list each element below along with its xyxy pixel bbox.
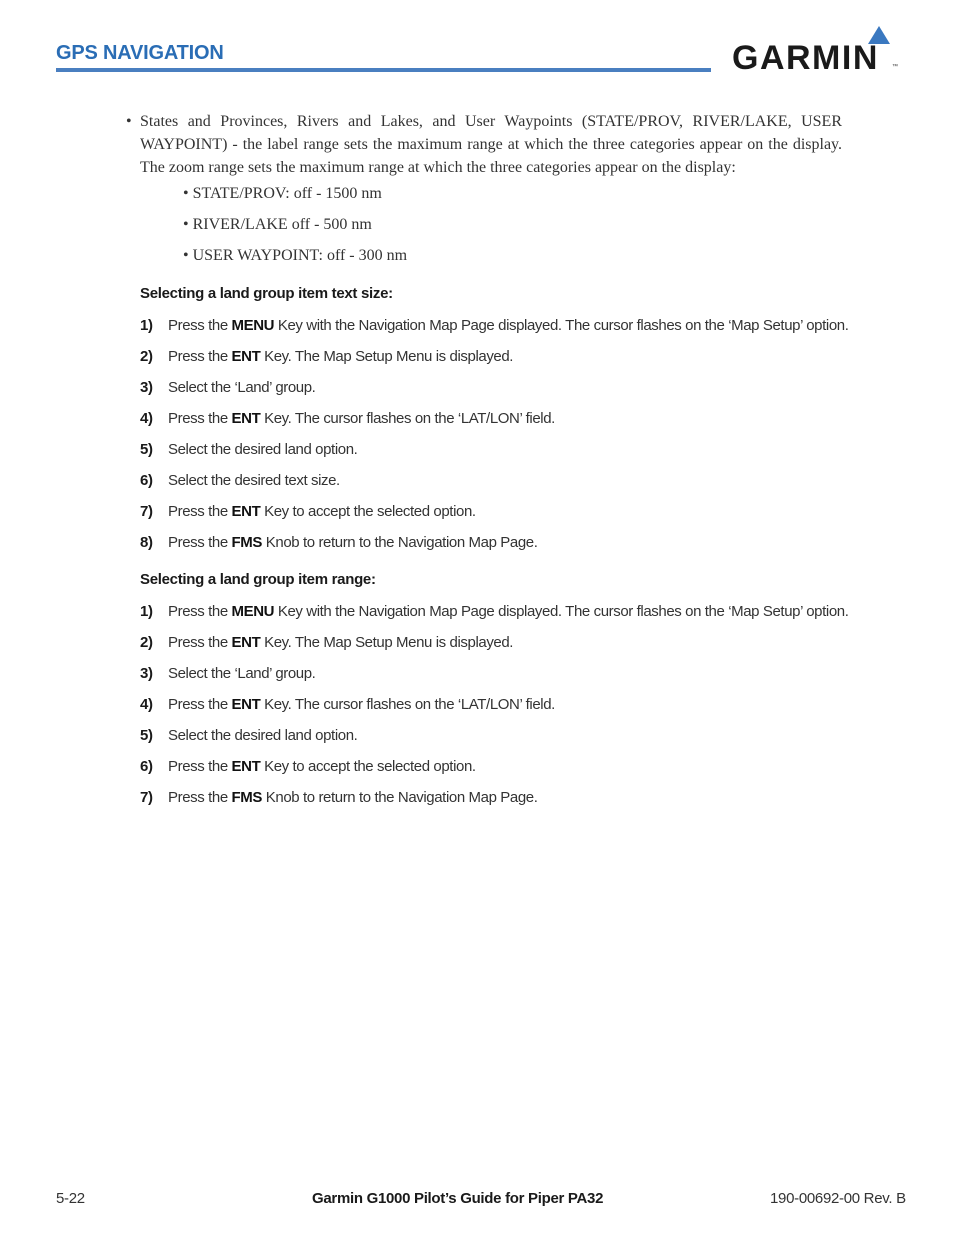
- step-number: 7): [140, 503, 153, 520]
- section-title: GPS NAVIGATION: [56, 42, 224, 64]
- document-number: 190-00692-00 Rev. B: [770, 1190, 906, 1207]
- step-text: Select the desired land option.: [168, 441, 358, 458]
- step-text: Knob to return to the Navigation Map Page.: [262, 534, 538, 551]
- garmin-logo: [732, 26, 902, 76]
- step-item: [140, 379, 315, 396]
- step-text: Select the desired text size.: [168, 472, 340, 489]
- step-item: [140, 348, 513, 365]
- section-heading-text-size: Selecting a land group item text size:: [140, 285, 393, 302]
- garmin-logo-text: GARMIN: [732, 39, 879, 77]
- key-name: ENT: [231, 410, 261, 427]
- step-item: [140, 534, 537, 551]
- step-number: 6): [140, 472, 153, 489]
- step-number: 3): [140, 665, 153, 682]
- step-text: Key with the Navigation Map Page displayed. The cursor flashes on the ‘Map Setup’ option.: [274, 317, 849, 334]
- trademark-mark: ™: [892, 64, 898, 70]
- step-item: [140, 758, 476, 775]
- key-name: FMS: [231, 534, 262, 551]
- step-text: Key to accept the selected option.: [260, 758, 476, 775]
- step-number: 7): [140, 789, 153, 806]
- step-text: Press the: [168, 789, 232, 806]
- page-number: 5-22: [56, 1190, 85, 1207]
- step-number: 1): [140, 603, 153, 620]
- step-number: 6): [140, 758, 153, 775]
- step-item: [140, 789, 537, 806]
- step-number: 5): [140, 727, 153, 744]
- step-number: 2): [140, 348, 153, 365]
- step-text: Knob to return to the Navigation Map Page.: [262, 789, 538, 806]
- step-text: Press the: [168, 317, 232, 334]
- step-item: [140, 603, 848, 620]
- step-item: [140, 727, 357, 744]
- step-text: Key. The cursor flashes on the ‘LAT/LON’ field.: [260, 696, 555, 713]
- key-name: MENU: [231, 603, 275, 620]
- sub-item-user-waypoint: • USER WAYPOINT: off - 300 nm: [183, 247, 408, 264]
- footer-title: Garmin G1000 Pilot’s Guide for Piper PA32: [312, 1190, 604, 1207]
- step-text: Press the: [168, 503, 232, 520]
- step-number: 8): [140, 534, 153, 551]
- step-text: Press the: [168, 603, 232, 620]
- step-number: 3): [140, 379, 153, 396]
- step-number: 4): [140, 410, 153, 427]
- bullet-glyph: •: [126, 113, 132, 130]
- step-text: Key. The cursor flashes on the ‘LAT/LON’ field.: [260, 410, 555, 427]
- step-item: [140, 441, 357, 458]
- sub-item-state-prov: • STATE/PROV: off - 1500 nm: [183, 185, 382, 202]
- step-item: [140, 634, 513, 651]
- step-text: Key with the Navigation Map Page displayed. The cursor flashes on the ‘Map Setup’ option.: [274, 603, 849, 620]
- step-text: Press the: [168, 758, 232, 775]
- step-item: [140, 503, 476, 520]
- step-text: Select the ‘Land’ group.: [168, 665, 316, 682]
- step-number: 5): [140, 441, 153, 458]
- step-text: Press the: [168, 696, 232, 713]
- sub-item-river-lake: • RIVER/LAKE off - 500 nm: [183, 216, 372, 233]
- step-text: Select the desired land option.: [168, 727, 358, 744]
- key-name: ENT: [231, 634, 261, 651]
- section-heading-range: Selecting a land group item range:: [140, 571, 376, 588]
- step-item: [140, 472, 340, 489]
- key-name: ENT: [231, 696, 261, 713]
- step-text: Press the: [168, 534, 232, 551]
- key-name: MENU: [231, 317, 275, 334]
- step-item: [140, 317, 848, 334]
- step-text: Press the: [168, 410, 232, 427]
- header-rule: [56, 68, 711, 72]
- key-name: ENT: [231, 758, 261, 775]
- step-text: Key. The Map Setup Menu is displayed.: [260, 634, 514, 651]
- step-text: Select the ‘Land’ group.: [168, 379, 316, 396]
- key-name: ENT: [231, 503, 261, 520]
- key-name: FMS: [231, 789, 262, 806]
- step-item: [140, 410, 555, 427]
- step-item: [140, 696, 555, 713]
- step-number: 1): [140, 317, 153, 334]
- step-text: Key to accept the selected option.: [260, 503, 476, 520]
- key-name: ENT: [231, 348, 261, 365]
- step-text: Key. The Map Setup Menu is displayed.: [260, 348, 514, 365]
- step-number: 2): [140, 634, 153, 651]
- step-item: [140, 665, 315, 682]
- intro-text: States and Provinces, Rivers and Lakes, and User Waypoints (STATE/PROV, RIVER/LAKE, USER WAYPOINT) - the label range sets the maximum range at which the three categories appear on the display. The zoom range sets the maximum range at which the three categories appear on the display:: [140, 113, 842, 176]
- step-number: 4): [140, 696, 153, 713]
- intro-bullet: [126, 110, 842, 179]
- step-text: Press the: [168, 634, 232, 651]
- step-text: Press the: [168, 348, 232, 365]
